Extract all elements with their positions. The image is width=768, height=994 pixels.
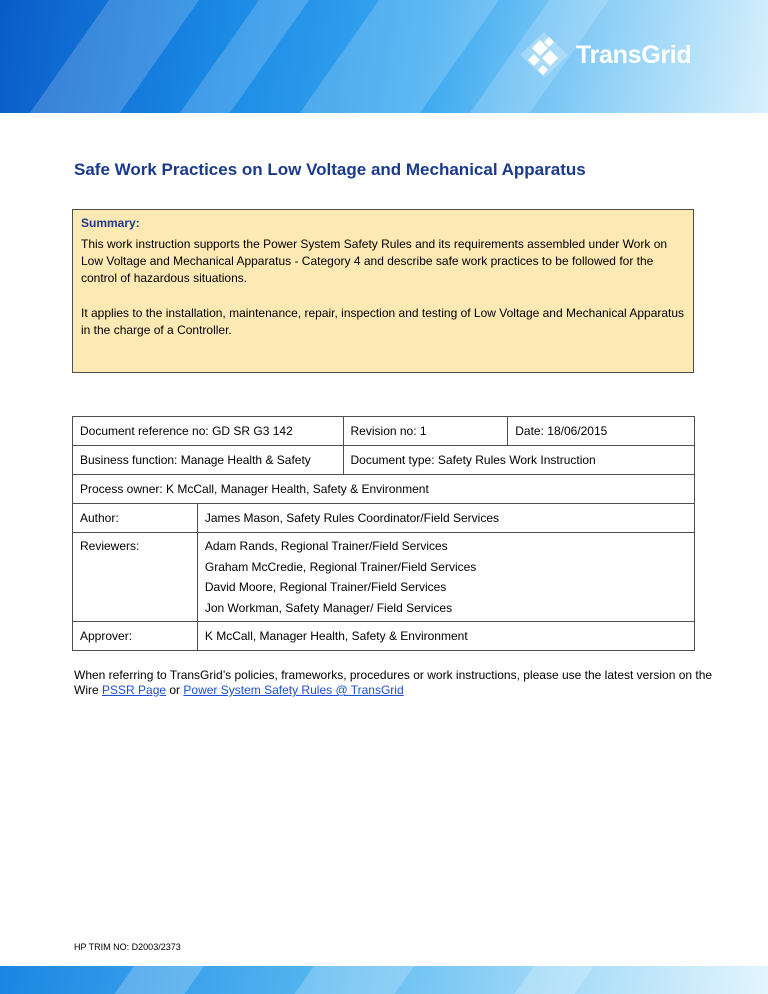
document-reference: Document reference no: GD SR G3 142	[73, 417, 344, 446]
revision-number: Revision no: 1	[343, 417, 508, 446]
transgrid-logo	[518, 30, 691, 80]
reviewer: Adam Rands, Regional Trainer/Field Services	[204, 539, 448, 553]
business-function: Business function: Manage Health & Safety	[73, 446, 344, 475]
header-banner	[0, 0, 768, 113]
transgrid-diamond-logo-icon	[518, 30, 570, 80]
footer-banner	[0, 966, 768, 994]
summary-box	[72, 209, 694, 373]
summary-paragraph: This work instruction supports the Power System Safety Rules and its requirements assembled under Work on Low Voltage and Mechanical Apparatus - Category 4 and describe safe work practices to be followed for the control of hazardous situations.	[81, 237, 668, 285]
banner-streak	[92, 966, 218, 994]
author-value: James Mason, Safety Rules Coordinator/Field Services	[197, 504, 694, 533]
document-type: Document type: Safety Rules Work Instruction	[343, 446, 694, 475]
table-row	[73, 475, 695, 504]
approver-label: Approver:	[73, 622, 198, 651]
pssr-page-link[interactable]: PSSR Page	[102, 683, 167, 697]
logo-text: TransGrid	[576, 40, 692, 69]
note-text: or	[166, 683, 184, 697]
reviewer: Jon Workman, Safety Manager/ Field Services	[204, 600, 453, 615]
document-metadata-table	[72, 416, 695, 651]
summary-label: Summary:	[81, 216, 140, 230]
policy-reference-note	[74, 668, 714, 698]
table-row	[73, 504, 695, 533]
table-row	[73, 622, 695, 651]
document-date: Date: 18/06/2015	[508, 417, 695, 446]
summary-paragraph: It applies to the installation, maintenance, repair, inspection and testing of Low Voltage and Mechanical Apparatus in the charge of a Controller.	[81, 306, 685, 337]
reviewer: Graham McCredie, Regional Trainer/Field Services	[204, 559, 477, 574]
reviewers-label: Reviewers:	[73, 533, 198, 622]
note-text: When referring to TransGrid’s policies, frameworks, procedures or work instructions, please use the latest version on the Wire	[74, 668, 713, 697]
reviewers-list	[197, 533, 694, 622]
power-system-safety-rules-link[interactable]: Power System Safety Rules @ TransGrid	[183, 683, 404, 697]
process-owner: Process owner: K McCall, Manager Health, Safety & Environment	[73, 475, 695, 504]
banner-streak	[492, 966, 608, 994]
table-row	[73, 533, 695, 622]
approver-value: K McCall, Manager Health, Safety & Environment	[197, 622, 694, 651]
table-row	[73, 417, 695, 446]
banner-streak	[272, 966, 428, 994]
author-label: Author:	[73, 504, 198, 533]
reviewer: David Moore, Regional Trainer/Field Services	[204, 580, 447, 594]
table-row	[73, 446, 695, 475]
trim-number: HP TRIM NO: D2003/2373	[74, 942, 181, 952]
document-title: Safe Work Practices on Low Voltage and Mechanical Apparatus	[74, 160, 586, 179]
